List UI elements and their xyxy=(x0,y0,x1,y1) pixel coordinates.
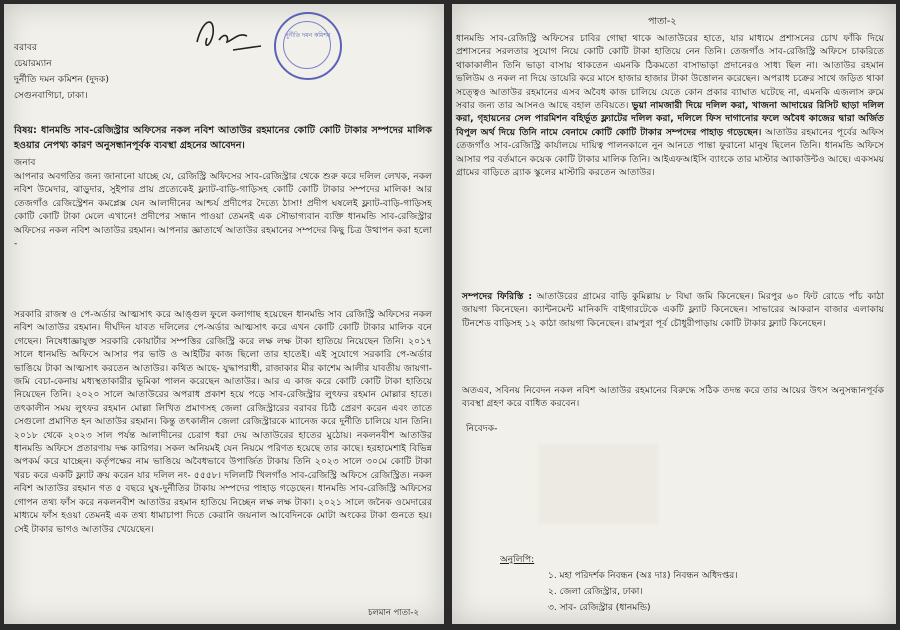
letter-page-1 xyxy=(4,4,444,624)
paragraph-intro: আপনার অবগতির জন্য জানানো যাচ্ছে যে, রেজিস্ট্রি অফিসের সাব-রেজিস্ট্রার থেকে শুরু করে দলিল লেখক, নকল নবিশ উমেদার, ঝাড়ুদার, সুইপার প্রায় প্রত্যেকেই ফ্ল্যাট-বাড়ি-গাড়িসহ কোটি কোটি টাকার সম্পদের মালিক! আর তেজগাঁও রেজিস্ট্রেশন কমপ্লেক্স যেন আলাদীনের আশ্চর্য প্রদীপের দৈত্যে ঠাসা! প্রদীপ ঘষলেই ফ্ল্যাট-বাড়ি-গাড়িসহ কোটি কোটি টাকা মেলে এখানে! প্রদীপের সন্ধান পাওয়া তেমনই এক সৌভাগ্যবান ব্যক্তি ধানমন্ডি সাব-রেজিস্ট্রার অফিসের নকল নবিশ আতাউর রহমান। আপনার জ্ঞাতার্থে আতাউর রহমানের সম্পদের কিছু চিত্র উত্থাপন করা হলো - xyxy=(14,171,432,250)
recipient-line: সেগুনবাগিচা, ঢাকা। xyxy=(14,90,88,101)
assets-text: আতাউরের গ্রামের বাড়ি কুমিল্লায় ৮ বিঘা জমি কিনেছেন। মিরপুর ৬০ ফিট রোডে পাঁচ কাঠা জায়গা কিনেছেন। ক্যান্টনমেন্ট মানিকদি বাইগারটেকে একটি ফ্ল্যাট কিনেছেন। সাভারের আকরান বাজার এলাকায় টিনশেড বাড়িসহ ১২ কাঠা জায়গা কিনেছেন। রামপুরা পূর্ব চৌধুরীপাড়ায় কোটি টাকার ফ্ল্যাট কিনেছেন। xyxy=(462,291,885,329)
signoff-label: নিবেদক- xyxy=(466,423,498,434)
paragraph-main-bold: ভুয়া নামজারী দিয়ে দলিল করা, খাজনা আদায়ের রিসিট ছাড়া দলিল করা, গৃহায়নের সেল পারমিশন বহির্ভূত ফ্ল্যাটের দলিল করা, দলিলে ফিস দাগানোর ফলে অবৈধ কাজের দ্বারা অর্জিত বিপুল অর্থ দিয়ে তিনি নামে বেনামে কোটি কোটি টাকার সম্পদের পাহাড় গড়েছেন। xyxy=(456,100,884,138)
cc-item: ১. মহা পরিদর্শক নিবন্ধন (অঃ দাঃ) নিবন্ধন অধিদপ্তর। xyxy=(548,571,738,581)
stamp-text: দুর্নীতি দমন কমিশন xyxy=(285,32,331,39)
redacted-area xyxy=(538,444,658,524)
assets-label: সম্পদের ফিরিস্তি : xyxy=(462,291,533,302)
continued-note: চলমান পাতা-২ xyxy=(368,607,419,617)
closing-paragraph: অতএব, সবিনয় নিবেদন নকল নবিশ আতাউর রহমানের বিরুদ্ধে সঠিক তদন্ত করে তার আয়ের উৎস অনুসন্ধানপূর্বক ব্যবস্থা গ্রহণ করে বাধিত করবেন। xyxy=(462,385,884,410)
cc-item: ৩. সাব- রেজিস্ট্রার (ধানমন্ডি) xyxy=(548,603,651,613)
assets-paragraph xyxy=(462,290,884,330)
cc-title: অনুলিপি: xyxy=(500,555,535,565)
paragraph-details: সরকারি রাজস্ব ও পে-অর্ডার আত্মসাৎ করে আঙ্গুল ফুলে কলাগাছ হয়েছেন ধানমন্ডি সাব রেজিস্ট্রি অফিসের নকল নবিশ আতাউর রহমান। দীর্ঘদিন যাবত দলিলের পে-অর্ডার আত্মসাৎ করে এখন কোটি কোটি টাকার মালিক বনে গেছেন। নিষেধাজ্ঞাযুক্ত সরকারি কোয়ার্টার সম্পত্তির রেজিস্ট্রি করে লক্ষ লক্ষ টাকা হাতিয়ে নিয়েছেন তিনি। ২০১৭ সালে ধানমন্ডি অফিসে আসার পর ভাউ ও আইটির কাজ ছিলো তার হাতেই। এই সুযোগে সরকারি পে-অর্ডার ভাঙিয়ে টাকা আত্মসাৎ করতেন আতাউর। কথিত আছে- যুদ্ধাপরাধী, রাজাকার মীর কাশেম আলীর যাবতীয় জায়গা-জমি বেচা-কেনায় মধ্যস্থতাকারীর ভূমিকা পালন করেছেন আতাউর। আর এ কাজ করে কোটি কোটি টাকা হাতিয়ে নিয়েছেন তিনি। ২০২০ সালে আতাউরের অপরাধ প্রকাশ হয়ে পড়ে সাব-রেজিস্ট্রার লুৎফর রহমান মোল্লার হাতে। তৎকালীন সময় লুৎফর রহমান মোল্লা লিখিত প্রমাণসহ জেলা রেজিস্ট্রারের বরাবর চিঠি প্রেরণ করেন এবং তাতে সেগুলো প্রমাণিত হন আতাউর রহমান। কিন্তু তৎকালীন জেলা রেজিস্ট্রারকে ম্যানেজ করে দুর্নীতি চালিয়ে যান তিনি। ২০১৮ থেকে ২০২৩ সাল পর্যন্ত আলাদীনের চেরাগ ধরা দেয় আতাউরের হাতের মুঠোয়। নকলনবীশ আতাউর ধানমন্ডি অফিসে প্রতারণায় দক্ষ কারিগর। সকল অনিয়মই যেন নিয়মে পরিণত হয়েছে তার কাছে। হরহামেশাই বিভিন্ন অপকর্ম করে যাচ্ছেন। কর্তৃপক্ষের নাম ভাঙিয়ে অবৈধভাবে উপার্জিত টাকায় তিনি ২০২৩ সালে ৩০মে কোটি টাকা খরচ করে একটি ফ্ল্যাট ক্রয় করেন যার দলিল নং- ৫৫৫৮। দলিলটি খিলগাঁও সাব-রেজিস্ট্রি অফিসে রেজিস্ট্রিত। নকল নবিশ আতাউর রহমান গত ৫ বছরে ঘুষ-দুর্নীতির টাকায় সম্পদের পাহাড় গড়েছেন। ধানমন্ডি সাব-রেজিস্ট্রি অফিসের গোপন তথ্য ফাঁস করে নকলনবীশ আতাউর রহমান হাতিয়ে নিচ্ছেন লক্ষ লক্ষ টাকা। ২০২১ সালে জনৈক ওমেদারের মাধ্যমে ফাঁস হওয়া তেমনই এক তথ্য ধামাচাপা দিতে কেরানি জয়নাল আবেদিনকে মোটা অংকের টাকা গুনতে হয়। সেই টাকার ভাগও আতাউর খেয়েছেন। xyxy=(14,309,432,535)
salutation: জনাব xyxy=(14,157,36,168)
subject-line: বিষয়: ধানমন্ডি সাব-রেজিস্ট্রার অফিসের নকল নবিশ আতাউর রহমানের কোটি কোটি টাকার সম্পদের মালিক হওয়ার নেপথ্য কারণ অনুসন্ধানপূর্বক ব্যবস্থা গ্রহনের আবেদন। xyxy=(14,125,432,151)
letter-page-2 xyxy=(452,4,896,624)
recipient-block xyxy=(14,40,254,104)
page-number: পাতা-২ xyxy=(648,16,677,27)
paragraph-main-text: ধানমন্ডি সাব-রেজিস্ট্রি অফিসের চাবির গোছা থাকে আতাউরের হাতে, যার মাধ্যমে প্রশাসনের চোখ ফাঁকি দিয়ে প্রশাসনের সরলতার সুযোগ নিয়ে কোটি কোটি টাকা হাতিয়ে নেন তিনি। তেজগাঁও সাব-রেজিস্ট্রি অফিসে চাকরিতে থাকাকালীন তিনি ভাড়া বাসায় থাকতেন এমনকি ঠিকমতো বাসাভাড়া প্রদানেরও সাধ্য ছিল না। আতাউর রহমান ভলিউম ও নকল না দিয়ে ডায়েরি করে মাসে হাজার হাজার টাকা উত্তোলন করেছেন। অপরাধ চক্রের সাথে জড়িত থাকা সত্ত্বেও আতাউর রহমানের এসব অবৈধ কাজ চালিয়ে যেতে কোন প্রকার ব্যাঘাত ঘটেছে না, এমনকি এজলাস রুমে সবার জন্য তার আসনও আছে বহাল তবিয়তে। xyxy=(456,33,884,112)
recipient-line: চেয়ারম্যান xyxy=(14,58,52,69)
cc-item: ২. জেলা রেজিস্ট্রার, ঢাকা। xyxy=(548,587,643,597)
receipt-stamp xyxy=(274,12,342,80)
recipient-line: দুর্নীতি দমন কমিশন (দুদক) xyxy=(14,74,109,85)
paragraph-main-tail: আতাউর রহমানের পূর্বের অফিস তেজগাঁও সাব-রেজিস্ট্রি কার্যালয়ে দায়িত্ব পালনকালে নুন আনতে পান্তা ফুরানো মানুষ ছিলেন তিনি। ধানমন্ডি অফিসে আসার পর বর্তমানে কয়েক কোটি টাকার মালিক তিনি। আইএফআইসি ব্যাংকে তার মাস্টার অ্যাকাউন্টও আছে। একসময় গ্রামের বাড়িতে ব্র্যাক স্কুলের মাস্টারি করতেন আতাউর। xyxy=(456,126,884,179)
paragraph-main xyxy=(456,32,884,179)
recipient-line: বরাবর xyxy=(14,42,37,53)
